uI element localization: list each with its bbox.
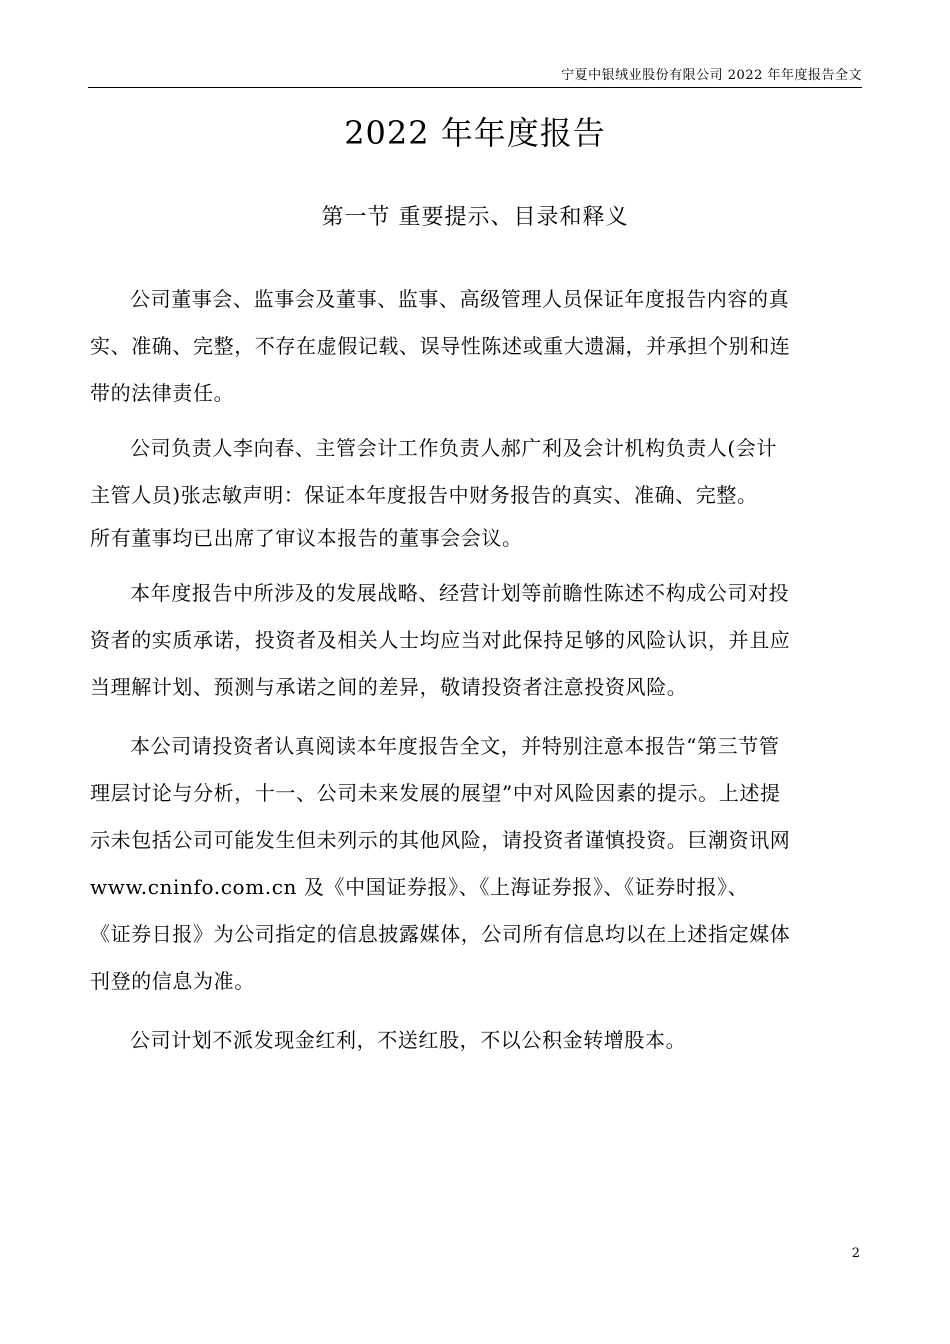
body-text	[90, 276, 860, 1064]
paragraph-risk-notice	[90, 723, 860, 1005]
section-title: 第一节 重要提示、目录和释义	[321, 205, 629, 230]
paragraph-line: 《证券日报》为公司指定的信息披露媒体，公司所有信息均以在上述指定媒体	[90, 922, 791, 946]
paragraph-line: 理层讨论与分析，十一、公司未来发展的展望”中对风险因素的提示。上述提	[90, 781, 781, 805]
paragraph-line: 实、准确、完整，不存在虚假记载、误导性陈述或重大遗漏，并承担个别和连	[90, 334, 791, 358]
paragraph-line: 公司董事会、监事会及董事、监事、高级管理人员保证年度报告内容的真	[130, 287, 790, 311]
paragraph-line: 主管人员)张志敏声明：保证本年度报告中财务报告的真实、准确、完整。	[90, 483, 758, 507]
paragraph-line: 所有董事均已出席了审议本报告的董事会会议。	[90, 526, 523, 550]
paragraph-line: 本年度报告中所涉及的发展战略、经营计划等前瞻性陈述不构成公司对投	[130, 581, 790, 605]
paragraph-directors-attendance	[90, 515, 860, 562]
paragraph-line: 带的法律责任。	[90, 381, 235, 405]
paragraph-line: 示未包括公司可能发生但未列示的其他风险，请投资者谨慎投资。巨潮资讯网	[90, 828, 791, 852]
header-divider	[88, 87, 862, 88]
running-header: 宁夏中银绒业股份有限公司 2022 年年度报告全文	[561, 68, 862, 83]
paragraph-line: 当理解计划、预测与承诺之间的差异，敬请投资者注意投资风险。	[90, 675, 688, 699]
paragraph-forward-looking	[90, 570, 860, 711]
paragraph-line: 本公司请投资者认真阅读本年度报告全文，并特别注意本报告“第三节管	[130, 734, 780, 758]
paragraph-responsible-persons	[90, 425, 860, 519]
paragraph-line: www.cninfo.com.cn 及《中国证券报》、《上海证券报》、《证券时报》、	[90, 875, 749, 899]
paragraph-line: 刊登的信息为准。	[90, 969, 255, 993]
paragraph-line: 资者的实质承诺，投资者及相关人士均应当对此保持足够的风险认识，并且应	[90, 628, 791, 652]
paragraph-line: 公司计划不派发现金红利，不送红股，不以公积金转增股本。	[130, 1028, 687, 1052]
paragraph-line: 公司负责人李向春、主管会计工作负责人郝广利及会计机构负责人(会计	[130, 436, 778, 460]
report-title: 2022 年年度报告	[344, 114, 606, 152]
paragraph-board-guarantee	[90, 276, 860, 417]
page-number: 2	[851, 1246, 860, 1261]
paragraph-dividend-plan	[90, 1017, 860, 1064]
